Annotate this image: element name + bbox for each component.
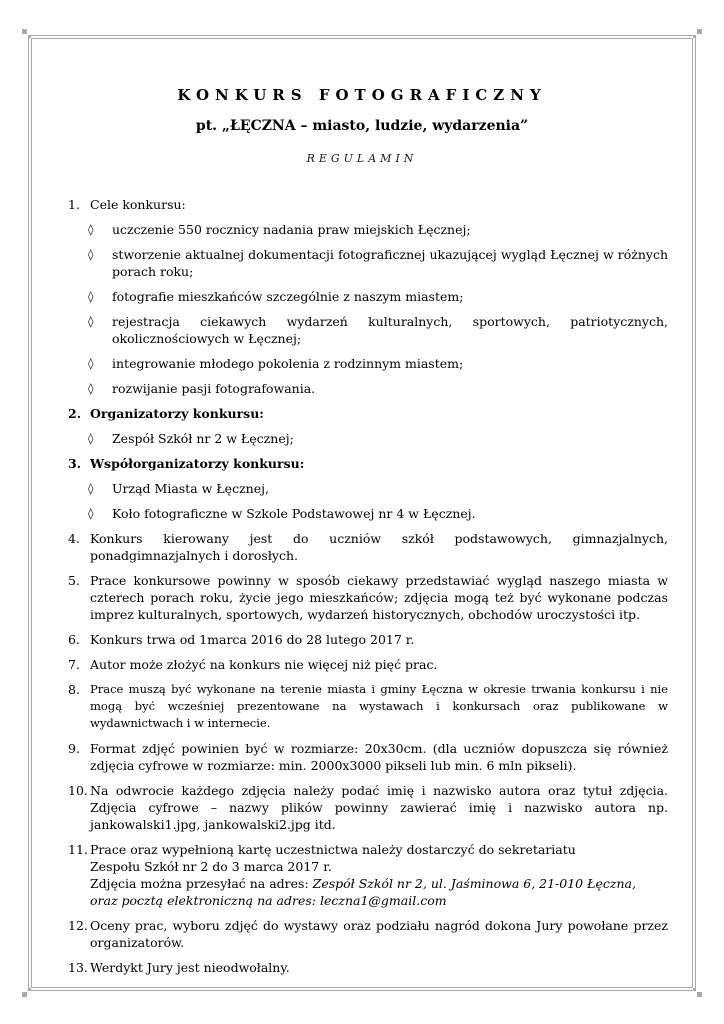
item-number: 3. xyxy=(68,456,82,471)
diamond-bullet-icon: ◊ xyxy=(88,432,94,445)
diamond-bullet-icon: ◊ xyxy=(88,507,94,520)
list-item xyxy=(68,530,668,564)
item-text: Oceny prac, wyboru zdjęć do wystawy oraz podziału nagród dokona Jury powołane przez organizatorów. xyxy=(90,918,668,950)
corner-ornament-icon xyxy=(22,29,34,41)
item-number: 11. xyxy=(68,842,88,857)
item-text: Werdykt Jury jest nieodwołalny. xyxy=(90,960,290,975)
item-number: 8. xyxy=(68,682,80,697)
item-number: 5. xyxy=(68,573,80,588)
school-address: Zespół Szkól nr 2, ul. Jaśminowa 6, 21-010 Łęczna, xyxy=(312,876,636,891)
goal-item: ◊ fotografie mieszkańców szczególnie z naszym miastem; xyxy=(88,289,464,304)
item-text: Format zdjęć powinien być w rozmiarze: 20x30cm. (dla uczniów dopuszcza się również zdjęcia cyfrowe w rozmiarze: min. 2000x3000 pikseli lub min. 6 mln pikseli). xyxy=(90,741,668,773)
item-text: Prace muszą być wykonane na terenie miasta i gminy Łęczna w okresie trwania konkursu i nie mogą być wcześniej prezentowane na wystawach i konkursach oraz publikowane w wydawnictwach i w internecie. xyxy=(90,682,668,730)
item-text: Cele konkursu: xyxy=(90,197,186,212)
document-title: KONKURS FOTOGRAFICZNY xyxy=(177,86,547,104)
diamond-bullet-icon: ◊ xyxy=(88,290,94,303)
document-subtitle: pt. „ŁĘCZNA – miasto, ludzie, wydarzenia” xyxy=(195,118,529,134)
item-text: Współorganizatorzy konkursu: xyxy=(90,456,305,471)
item-text: Autor może złożyć na konkurs nie więcej niż pięć prac. xyxy=(90,657,438,672)
item-text: Zespołu Szkół nr 2 do 3 marca 2017 r. xyxy=(90,859,332,874)
item-number: 1. xyxy=(68,197,80,212)
list-item xyxy=(68,740,668,774)
item-text: Prace oraz wypełnioną kartę uczestnictwa należy dostarczyć do sekretariatu xyxy=(90,842,576,857)
organizer-item: ◊ Zespół Szkół nr 2 w Łęcznej; xyxy=(88,431,294,446)
diamond-bullet-icon: ◊ xyxy=(88,223,94,236)
corner-ornament-icon xyxy=(690,29,702,41)
item-number: 9. xyxy=(68,741,80,756)
coorganizer-item: ◊ Koło fotograficzne w Szkole Podstawowej nr 4 w Łęcznej. xyxy=(88,506,476,521)
item-number: 4. xyxy=(68,531,80,546)
diamond-bullet-icon: ◊ xyxy=(88,357,94,370)
item-number: 2. xyxy=(68,406,82,421)
corner-ornament-icon xyxy=(690,985,702,997)
item-text: Na odwrocie każdego zdjęcia należy podać imię i nazwisko autora oraz tytuł zdjęcia. Zdjęcia cyfrowe – nazwy plików powinny zawierać imię i nazwisko autora np. jankowalski1.jpg, jankowalski2.jpg itd. xyxy=(90,783,668,832)
list-item xyxy=(68,631,668,648)
list-item xyxy=(68,196,668,213)
coorganizer-item: ◊ Urząd Miasta w Łęcznej, xyxy=(88,481,269,496)
item-text: Prace konkursowe powinny w sposób ciekawy przedstawiać wygląd naszego miasta w czterech porach roku, życie jego mieszkańców; zdjęcia mogą też być wykonane podczas imprez kulturalnych, sportowych, wydarzeń historycznych, obchodów uroczystości itp. xyxy=(90,573,668,622)
list-item xyxy=(68,405,668,422)
list-item xyxy=(68,656,668,673)
item-number: 10. xyxy=(68,783,88,798)
item-text: Zdjęcia można przesyłać na adres: xyxy=(90,876,313,891)
goal-item: ◊ stworzenie aktualnej dokumentacji fotograficznej ukazującej wygląd Łęcznej w różnych porach roku; xyxy=(88,247,668,279)
diamond-bullet-icon: ◊ xyxy=(88,482,94,495)
corner-ornament-icon xyxy=(22,985,34,997)
diamond-bullet-icon: ◊ xyxy=(88,382,94,395)
diamond-bullet-icon: ◊ xyxy=(88,315,94,328)
list-item xyxy=(68,681,668,732)
diamond-bullet-icon: ◊ xyxy=(88,248,94,261)
item-text: Organizatorzy konkursu: xyxy=(90,406,264,421)
list-item xyxy=(68,455,668,472)
item-number: 12. xyxy=(68,918,88,933)
goal-item: ◊ rozwijanie pasji fotografowania. xyxy=(88,381,316,396)
goal-item: ◊ uczczenie 550 rocznicy nadania praw miejskich Łęcznej; xyxy=(88,222,471,237)
list-item xyxy=(68,841,668,909)
goal-item: ◊ integrowanie młodego pokolenia z rodzinnym miastem; xyxy=(88,356,464,371)
item-number: 13. xyxy=(68,960,88,975)
list-item xyxy=(68,959,668,976)
goal-item: ◊ rejestracja ciekawych wydarzeń kulturalnych, sportowych, patriotycznych, okolicznościowych w Łęcznej; xyxy=(88,314,668,346)
list-item xyxy=(68,917,668,951)
section-heading: REGULAMIN xyxy=(306,152,418,165)
list-item xyxy=(68,782,668,833)
email-address: oraz pocztą elektroniczną na adres: leczna1@gmail.com xyxy=(90,893,447,908)
item-text: Konkurs kierowany jest do uczniów szkół podstawowych, gimnazjalnych, ponadgimnazjalnych i dorosłych. xyxy=(90,531,668,563)
rules-list xyxy=(68,196,668,984)
list-item xyxy=(68,572,668,623)
item-number: 7. xyxy=(68,657,80,672)
item-text: Konkurs trwa od 1marca 2016 do 28 lutego 2017 r. xyxy=(90,632,415,647)
item-number: 6. xyxy=(68,632,80,647)
